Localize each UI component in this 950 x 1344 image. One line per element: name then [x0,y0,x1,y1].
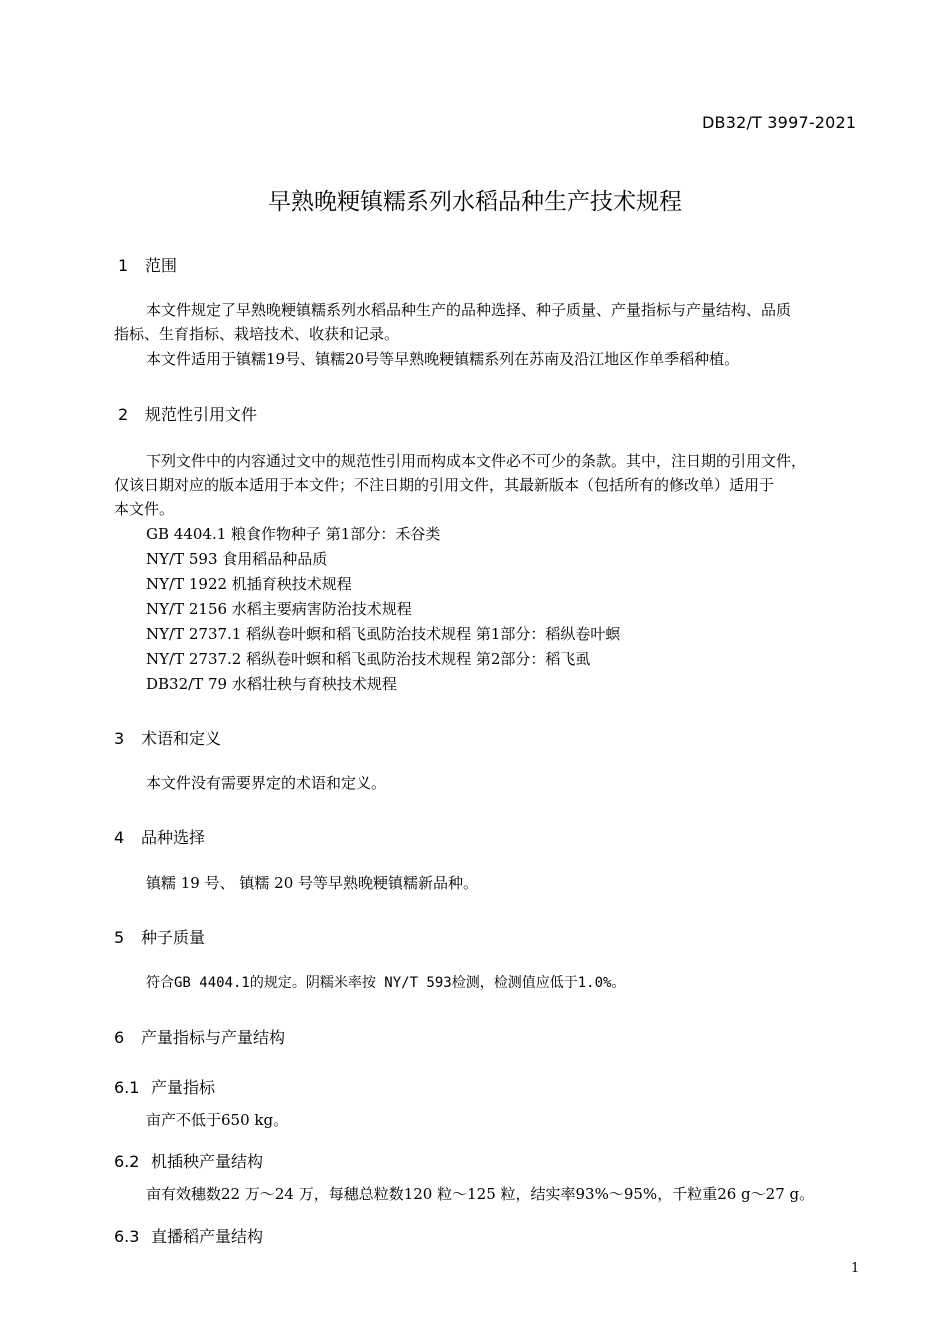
seed-quality-paragraph: 符合GB 4404.1的规定。阴糯米率按 NY/T 593检测，检测值应低于1.0%。 [146,975,626,991]
scope-paragraph-line: 本文件规定了早熟晚粳镇糯系列水稻品种生产的品种选择、种子质量、产量指标与产量结构、品质 [146,301,792,319]
subsection-heading-transplant-structure [114,1149,263,1172]
section-number: 2 [118,405,129,424]
document-title: 早熟晚粳镇糯系列水稻品种生产技术规程 [268,189,682,215]
section-title: 范围 [145,256,178,275]
section-number: 6.2 [114,1152,140,1171]
subsection-heading-yield-index [114,1075,215,1098]
reference-item: DB32/T 79 水稻壮秧与育秧技术规程 [146,675,397,693]
reference-item: NY/T 2156 水稻主要病害防治技术规程 [146,600,412,618]
document-number: DB32/T 3997-2021 [702,113,857,132]
section-number: 6.3 [114,1227,140,1246]
references-intro-line: 下列文件中的内容通过文中的规范性引用而构成本文件必不可少的条款。其中，注日期的引用文件， [146,452,807,470]
section-title: 种子质量 [141,928,206,947]
subsection-heading-direct-seeding-structure [114,1224,263,1247]
variety-paragraph: 镇糯 19 号、 镇糯 20 号等早熟晚粳镇糯新品种。 [146,874,479,892]
section-title: 产量指标与产量结构 [141,1028,286,1047]
page-number: 1 [851,1261,860,1276]
section-number: 3 [114,729,125,748]
section-number: 1 [118,256,129,275]
terms-paragraph: 本文件没有需要界定的术语和定义。 [146,774,387,792]
section-heading-variety [114,825,205,848]
section-number: 6.1 [114,1078,140,1097]
section-title: 产量指标 [151,1078,216,1097]
section-number: 6 [114,1028,125,1047]
section-title: 术语和定义 [141,729,222,748]
reference-item: NY/T 2737.1 稻纵卷叶螟和稻飞虱防治技术规程 第1部分：稻纵卷叶螟 [146,625,621,643]
section-number: 5 [114,928,125,947]
section-heading-terms [114,726,221,749]
section-heading-yield [114,1025,285,1048]
reference-item: NY/T 593 食用稻品种品质 [146,550,328,568]
references-intro-line: 本文件。 [114,500,175,518]
transplant-structure-paragraph: 亩有效穗数22 万～24 万，每穗总粒数120 粒～125 粒，结实率93%～95%，千粒重26 g～27 g。 [146,1185,815,1203]
section-title: 规范性引用文件 [145,405,258,424]
section-number: 4 [114,828,125,847]
section-heading-references [118,402,257,425]
section-heading-scope [118,253,177,276]
section-title: 机插秧产量结构 [151,1152,264,1171]
section-title: 品种选择 [141,828,206,847]
scope-applicability: 本文件适用于镇糯19号、镇糯20号等早熟晚粳镇糯系列在苏南及沿江地区作单季稻种植。 [146,350,740,368]
reference-item: GB 4404.1 粮食作物种子 第1部分：禾谷类 [146,525,441,543]
section-title: 直播稻产量结构 [151,1227,264,1246]
reference-item: NY/T 1922 机插育秧技术规程 [146,575,352,593]
section-heading-seed-quality [114,925,205,948]
scope-paragraph-line: 指标、生育指标、栽培技术、收获和记录。 [114,325,400,343]
reference-item: NY/T 2737.2 稻纵卷叶螟和稻飞虱防治技术规程 第2部分：稻飞虱 [146,650,591,668]
references-intro-line: 仅该日期对应的版本适用于本文件；不注日期的引用文件，其最新版本（包括所有的修改单）适用于 [114,476,775,494]
yield-index-paragraph: 亩产不低于650 kg。 [146,1111,289,1129]
